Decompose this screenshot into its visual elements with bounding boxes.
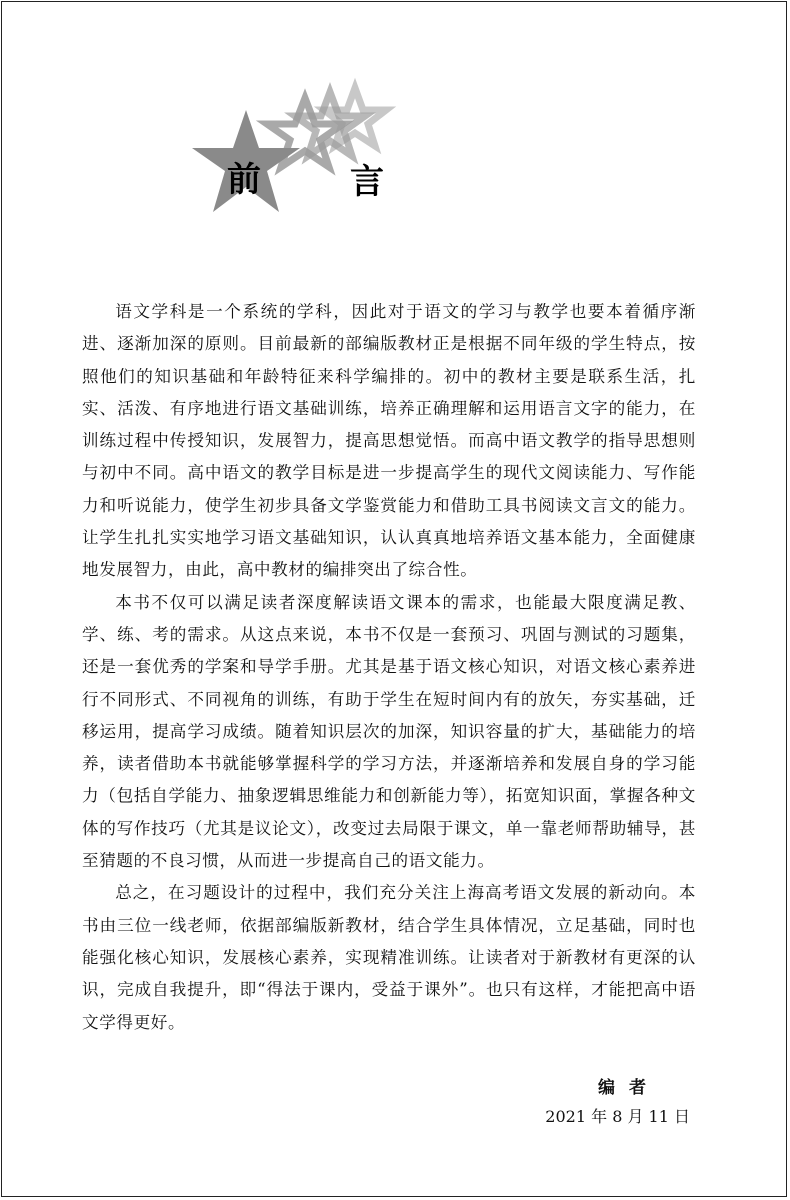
paragraph-2: 本书不仅可以满足读者深度解读语文课本的需求，也能最大限度满足教、学、练、考的需求。从这点来说，本书不仅是一套预习、巩固与测试的习题集，还是一套优秀的学案和导学手册。尤其是基于语文核心知识，对语文核心素养进行不同形式、不同视角的训练，有助于学生在短时间内有的放矢，夯实基础，迁移运用，提高学习成绩。随着知识层次的加深，知识容量的扩大，基础能力的培养，读者借助本书就能够掌握科学的学习方法，并逐渐培养和发展自身的学习能力（包括自学能力、抽象逻辑思维能力和创新能力等），拓宽知识面，掌握各种文体的写作技巧（尤其是议论文），改变过去局限于课文，单一靠老师帮助辅导，甚至猜题的不良习惯，从而进一步提高自己的语文能力。 bbox=[82, 592, 696, 871]
date: 2021 年 8 月 11 日 bbox=[545, 1107, 690, 1126]
preface-body bbox=[82, 296, 696, 1039]
paragraph-3: 总之，在习题设计的过程中，我们充分关注上海高考语文发展的新动向。本书由三位一线老师，依据部编版新教材，结合学生具体情况，立足基础，同时也能强化核心知识，发展核心素养，实现精准训练。让读者对于新教材有更深的认识，完成自我提升，即“得法于课内，受益于课外”。也只有这样，才能把高中语文学得更好。 bbox=[82, 883, 696, 1032]
title-char-yan: 言 bbox=[350, 162, 384, 202]
title-block bbox=[190, 70, 410, 220]
title-char-qian: 前 bbox=[227, 160, 261, 200]
signature: 编者 bbox=[598, 1078, 660, 1098]
paragraph-1: 语文学科是一个系统的学科，因此对于语文的学习与教学也要本着循序渐进、逐渐加深的原则。目前最新的部编版教材正是根据不同年级的学生特点，按照他们的知识基础和年龄特征来科学编排的。初中的教材主要是联系生活，扎实、活泼、有序地进行语文基础训练，培养正确理解和运用语言文字的能力，在训练过程中传授知识，发展智力，提高思想觉悟。而高中语文教学的指导思想则与初中不同。高中语文的教学目标是进一步提高学生的现代文阅读能力、写作能力和听说能力，使学生初步具备文学鉴赏能力和借助工具书阅读文言文的能力。让学生扎扎实实地学习语文基础知识，认认真真地培养语文基本能力，全面健康地发展智力，由此，高中教材的编排突出了综合性。 bbox=[82, 302, 696, 580]
